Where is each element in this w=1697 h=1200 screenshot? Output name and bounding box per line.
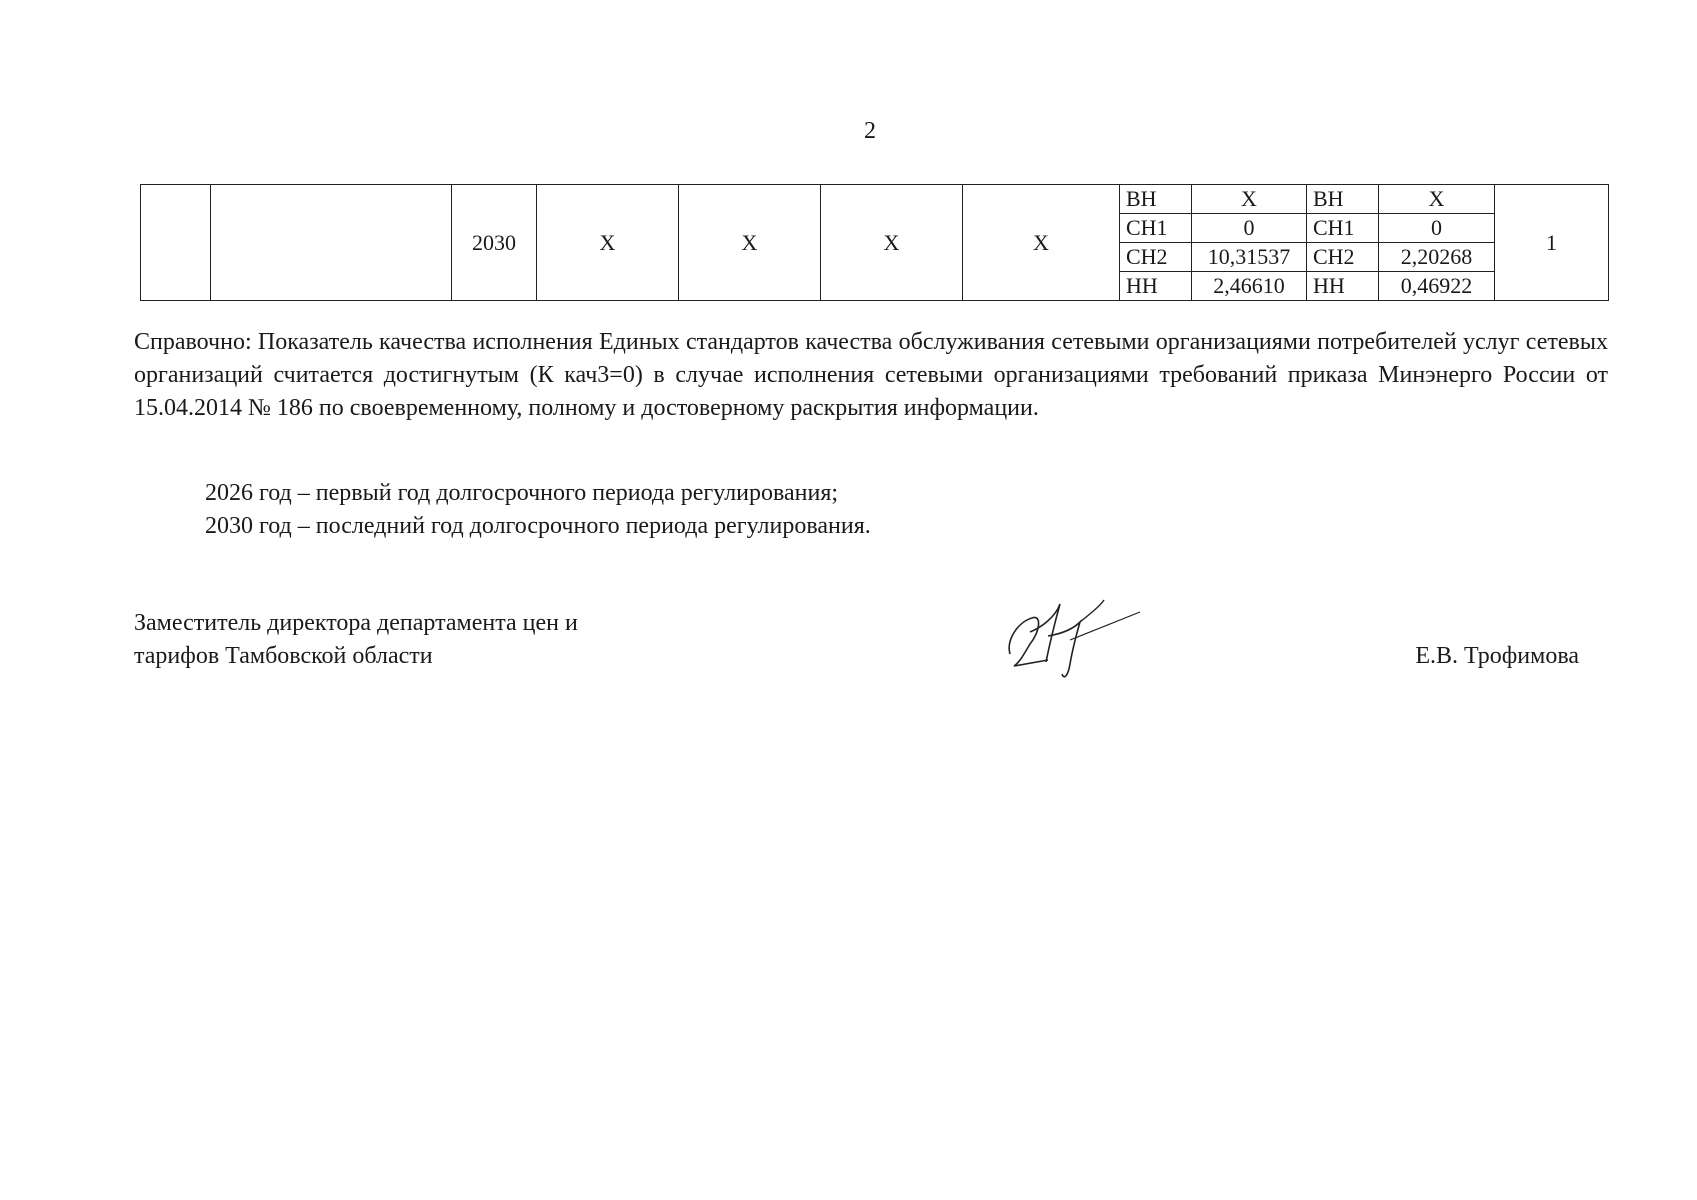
reference-note: Справочно: Показатель качества исполнения Единых стандартов качества обслуживания сетевыми организациями потребителей услуг сетевых организаций считается достигнутым (К кач3=0) в случае исполнения сетевыми организациями требований приказа Минэнерго России от 15.04.2014 № 186 по своевременному, полному и достоверному раскрытия информации. bbox=[134, 329, 1608, 421]
table-cell-x: X bbox=[537, 185, 679, 301]
period-definitions bbox=[205, 477, 871, 543]
voltage-level-cell: СН2 bbox=[1120, 243, 1192, 272]
last-year-line: 2030 год – последний год долгосрочного периода регулирования. bbox=[205, 513, 871, 539]
page-number: 2 bbox=[864, 118, 876, 144]
value-cell: 10,31537 bbox=[1192, 243, 1307, 272]
voltage-level-cell: НН bbox=[1120, 272, 1192, 301]
value-cell: 0 bbox=[1379, 214, 1495, 243]
first-year-line: 2026 год – первый год долгосрочного периода регулирования; bbox=[205, 480, 839, 506]
value-cell: X bbox=[1379, 185, 1495, 214]
table-cell-x: X bbox=[679, 185, 821, 301]
voltage-level-cell: НН bbox=[1307, 272, 1379, 301]
handwritten-signature bbox=[1000, 592, 1150, 682]
value-cell: 2,46610 bbox=[1192, 272, 1307, 301]
voltage-level-cell: ВН bbox=[1120, 185, 1192, 214]
signer-position-line: тарифов Тамбовской области bbox=[134, 643, 433, 669]
table-cell-year: 2030 bbox=[452, 185, 537, 301]
data-table bbox=[140, 184, 1609, 301]
voltage-level-cell: СН2 bbox=[1307, 243, 1379, 272]
value-cell: 0,46922 bbox=[1379, 272, 1495, 301]
voltage-level-cell: СН1 bbox=[1307, 214, 1379, 243]
voltage-level-cell: ВН bbox=[1307, 185, 1379, 214]
table-cell-x: X bbox=[821, 185, 963, 301]
signer-position-line: Заместитель директора департамента цен и bbox=[134, 610, 578, 636]
table-cell-x: X bbox=[963, 185, 1120, 301]
signer-name: Е.В. Трофимова bbox=[1415, 643, 1579, 669]
table-cell-empty bbox=[141, 185, 211, 301]
voltage-level-cell: СН1 bbox=[1120, 214, 1192, 243]
value-cell: X bbox=[1192, 185, 1307, 214]
value-cell: 2,20268 bbox=[1379, 243, 1495, 272]
table-row bbox=[141, 185, 1609, 214]
table-cell-last: 1 bbox=[1495, 185, 1609, 301]
signer-position bbox=[134, 607, 578, 673]
value-cell: 0 bbox=[1192, 214, 1307, 243]
table-cell-empty bbox=[211, 185, 452, 301]
